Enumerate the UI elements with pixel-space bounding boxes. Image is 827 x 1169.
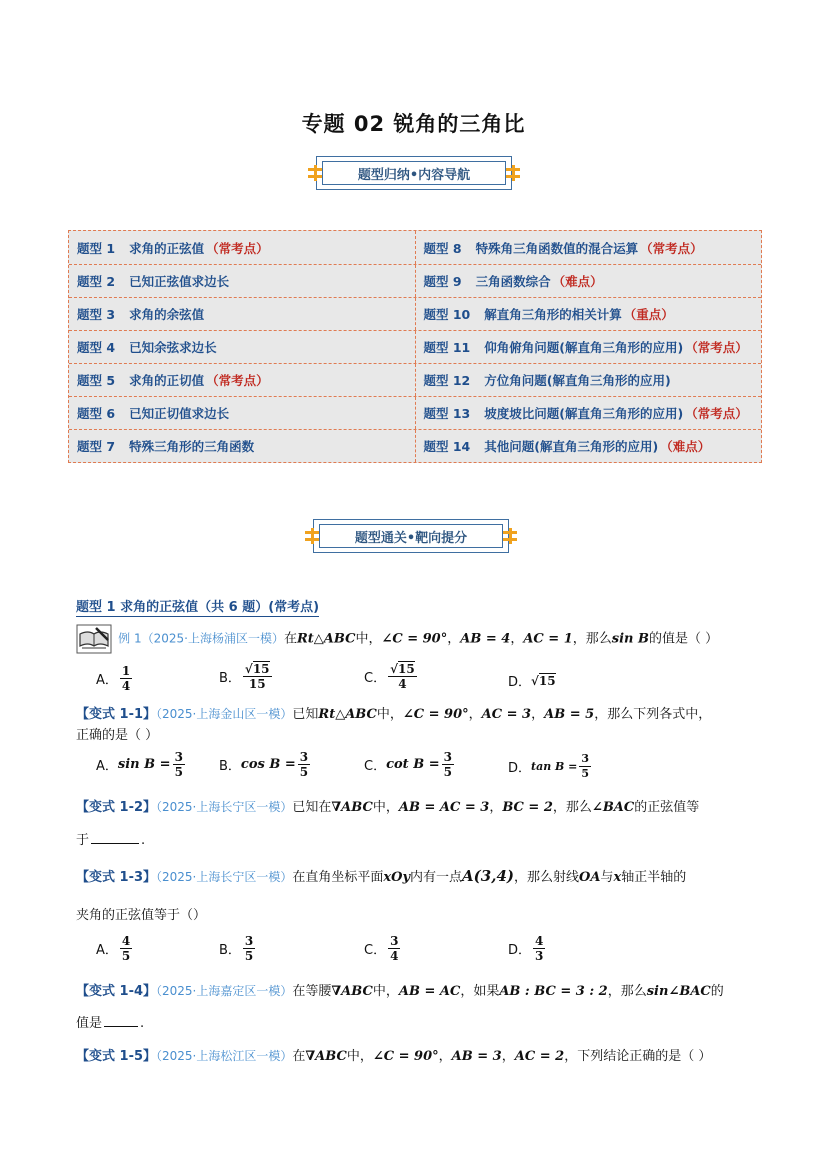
source: （2025·上海杨浦区一模） (141, 631, 284, 646)
nav-row (69, 429, 761, 462)
nav-link-right-7[interactable] (416, 430, 762, 462)
right-marker-icon (506, 165, 520, 181)
nav-num: 题型 4 (77, 340, 116, 355)
nav-num: 题型 2 (77, 274, 116, 289)
nav-link-right-1[interactable] (416, 231, 762, 264)
variant-1-4-question: 【变式 1-4】（2025·上海嘉定区一模）在等腰∇ABC中，AB = AC，如果AB : BC = 3 : 2，那么sin∠BAC的 (76, 984, 724, 999)
option-c[interactable]: C． $\frac{3}{4}$ (364, 934, 399, 963)
nav-text: 解直角三角形的相关计算 (484, 307, 622, 322)
nav-text: 已知正切值求边长 (129, 406, 230, 421)
nav-link-left-2[interactable] (69, 265, 416, 297)
nav-text: 特殊三角形的三角函数 (129, 439, 255, 454)
option-b[interactable]: B． $\frac{3}{5}$ (219, 934, 254, 963)
nav-text: 坡度坡比问题(解直角三角形的应用) (484, 406, 684, 421)
nav-tag: （常考点） (685, 340, 748, 355)
nav-row (69, 264, 761, 297)
book-pen-icon (76, 624, 112, 654)
nav-num: 题型 14 (423, 439, 471, 454)
variant-1-5-question: 【变式 1-5】（2025·上海松江区一模）在∇ABC中，∠C = 90°，AB = 3，AC = 2，下列结论正确的是（ ） (76, 1049, 712, 1064)
example-label: 例 1 (118, 631, 142, 646)
nav-row (69, 231, 761, 264)
nav-text: 特殊角三角函数值的混合运算 (475, 240, 639, 256)
option-b[interactable]: B． $\frac{√15}{15}$ (219, 662, 270, 691)
nav-tag: （常考点） (206, 240, 269, 256)
option-c[interactable]: C． $\frac{√15}{4}$ (364, 662, 415, 691)
nav-num: 题型 3 (77, 307, 116, 322)
nav-link-right-4[interactable] (416, 331, 762, 363)
nav-num: 题型 11 (423, 340, 471, 355)
nav-row (69, 330, 761, 363)
nav-num: 题型 1 (77, 240, 116, 256)
example-1-question: 例 1（2025·上海杨浦区一模）在Rt△ABC中，∠C = 90°，AB = 4，AC = 1，那么sin B的值是（ ） (76, 624, 718, 654)
nav-text: 已知余弦求边长 (129, 340, 217, 355)
nav-link-left-1[interactable] (69, 231, 416, 264)
nav-link-right-5[interactable] (416, 364, 762, 396)
nav-num: 题型 12 (423, 373, 471, 388)
nav-text: 求角的余弦值 (129, 307, 205, 322)
option-a[interactable]: A． $\frac{4}{5}$ (96, 934, 131, 963)
banner-label: 题型通关•靶向提分 (319, 524, 503, 548)
nav-text: 求角的正切值 (129, 373, 205, 388)
nav-tag: （难点） (552, 274, 603, 289)
page-title: 专题 02 锐角的三角比 (301, 112, 526, 136)
nav-tag: （难点） (660, 439, 711, 454)
nav-row (69, 297, 761, 330)
nav-text: 求角的正弦值 (129, 240, 205, 256)
variant-1-4-question-cont: 值是 . (76, 1016, 145, 1031)
nav-link-right-2[interactable] (416, 265, 762, 297)
option-a[interactable]: A． sin B = $\frac{3}{5}$ (96, 750, 183, 779)
option-d[interactable]: D． $\frac{4}{3}$ (508, 934, 544, 963)
nav-num: 题型 9 (423, 274, 462, 289)
variant-1-3-question-cont: 夹角的正弦值等于（） (76, 908, 207, 923)
nav-num: 题型 7 (77, 439, 116, 454)
nav-link-left-5[interactable] (69, 364, 416, 396)
nav-text: 方位角问题(解直角三角形的应用) (484, 373, 671, 388)
nav-link-right-3[interactable] (416, 298, 762, 330)
option-d[interactable]: D． √15 (508, 673, 556, 690)
nav-text: 仰角俯角问题(解直角三角形的应用) (484, 340, 684, 355)
nav-num: 题型 13 (423, 406, 471, 421)
option-d[interactable]: D． tan B = $\frac{3}{5}$ (508, 752, 590, 780)
section-heading[interactable]: 题型 1 求角的正弦值（共 6 题）(常考点) (76, 596, 319, 617)
answer-blank[interactable] (104, 1026, 138, 1027)
left-marker-icon (305, 528, 319, 544)
nav-link-left-4[interactable] (69, 331, 416, 363)
banner-label: 题型归纳•内容导航 (322, 161, 506, 185)
answer-blank[interactable] (91, 843, 139, 844)
nav-link-right-6[interactable] (416, 397, 762, 429)
nav-text: 三角函数综合 (475, 274, 551, 289)
nav-tag: （常考点） (685, 406, 748, 421)
variant-1-3-question: 【变式 1-3】（2025·上海长宁区一模）在直角坐标平面xOy内有一点A(3,4)，那么射线OA与x轴正半轴的 (76, 867, 687, 885)
nav-text: 已知正弦值求边长 (129, 274, 230, 289)
nav-text: 其他问题(解直角三角形的应用) (484, 439, 659, 454)
topic-nav-table (68, 230, 762, 463)
banner-content-nav (316, 156, 512, 190)
nav-tag: （常考点） (640, 240, 703, 256)
variant-1-2-question-cont: 于 . (76, 833, 146, 848)
variant-1-2-question: 【变式 1-2】（2025·上海长宁区一模）已知在∇ABC中，AB = AC = 3，BC = 2，那么∠BAC的正弦值等 (76, 800, 700, 815)
nav-link-left-3[interactable] (69, 298, 416, 330)
nav-row (69, 363, 761, 396)
variant-1-1-question-cont: 正确的是（ ） (76, 728, 159, 743)
nav-num: 题型 8 (423, 240, 462, 256)
option-a[interactable]: A． $\frac{1}{4}$ (96, 664, 131, 693)
banner-practice (313, 519, 509, 553)
right-marker-icon (503, 528, 517, 544)
option-c[interactable]: C． cot B = $\frac{3}{5}$ (364, 750, 452, 779)
nav-link-left-7[interactable] (69, 430, 416, 462)
option-b[interactable]: B． cos B = $\frac{3}{5}$ (219, 750, 309, 779)
nav-tag: （重点） (623, 307, 674, 322)
nav-row (69, 396, 761, 429)
nav-num: 题型 5 (77, 373, 116, 388)
left-marker-icon (308, 165, 322, 181)
nav-num: 题型 10 (423, 307, 471, 322)
variant-1-1-question: 【变式 1-1】（2025·上海金山区一模）已知Rt△ABC中，∠C = 90°，AC = 3，AB = 5，那么下列各式中， (76, 707, 712, 722)
nav-num: 题型 6 (77, 406, 116, 421)
nav-link-left-6[interactable] (69, 397, 416, 429)
nav-tag: （常考点） (206, 373, 269, 388)
